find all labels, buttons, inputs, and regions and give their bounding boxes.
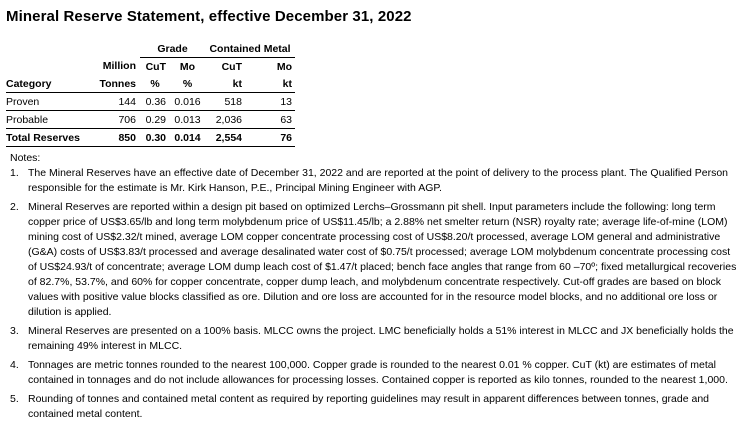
table-cell: 706	[92, 111, 140, 129]
note-text: Mineral Reserves are presented on a 100% basis. MLCC owns the project. LMC beneficially holds a 51% interest in MLCC and JX beneficially holds the remaining 49% interest in MLCC.	[28, 325, 734, 352]
table-cell: 0.013	[170, 111, 205, 129]
note-number: 3.	[10, 325, 19, 337]
header-cell: CuT	[221, 60, 242, 73]
table-row	[6, 111, 295, 129]
note-text: Mineral Reserves are reported within a design pit based on optimized Lerchs–Grossmann pit shell. Input parameters include the following: long term copper price of US$3.65/lb and long term molybdenum price of US$11.45/lb; a 2.88% net smelter return (NSR) royalty rate; average life-of-mine (LOM) mining cost of US$2.32/t mined, average LOM copper concentrate processing cost of US$8.20/t processed, average LOM general and administrative (G&A) costs of US$3.83/t processed and average desalinated water cost of $0.75/t processed; average LOM molybdenum concentrate processing cost of US$24.93/t of concentrate; average LOM dump leach cost of $1.47/t placed; bench face angles that range from 60 –70º; fixed metallurgical recoveries of 82.7%, 53.7%, and 60% for copper concentrate, copper dump leach, and molybdenum concentrate respectively. Cut-off grades are based on block values with positive value blocks classified as ore. Dilution and ore loss are accounted for in the resource model blocks, and no additional ore loss or dilution is applied.	[28, 201, 737, 318]
page-title: Mineral Reserve Statement, effective December 31, 2022	[6, 8, 412, 25]
table-cell: Total Reserves	[6, 129, 92, 147]
table-cell: Proven	[6, 95, 40, 108]
table-cell: 0.30	[140, 129, 170, 147]
table-cell: Probable	[6, 111, 92, 129]
header-cell: %	[140, 75, 170, 93]
note-number: 4.	[10, 359, 19, 371]
header-cell: kt	[248, 75, 295, 93]
header-cell: Category	[6, 75, 92, 93]
note-number: 1.	[10, 167, 19, 179]
header-cell: %	[170, 75, 205, 93]
header-cell: Tonnes	[92, 75, 140, 93]
grade-group-header: Grade	[140, 40, 205, 58]
total-row	[6, 129, 295, 147]
table-cell: 2,036	[205, 111, 248, 129]
note-item	[10, 358, 740, 388]
table-cell: 850	[92, 129, 140, 147]
note-item	[10, 200, 740, 320]
header-cell: CuT	[145, 60, 166, 73]
table-cell: 76	[248, 129, 295, 147]
table-cell: 13	[280, 95, 292, 108]
note-item	[10, 324, 740, 354]
header-cell: Million	[102, 60, 136, 73]
table-cell: 0.014	[170, 129, 205, 147]
note-text: Tonnages are metric tonnes rounded to the nearest 100,000. Copper grade is rounded to the nearest 0.01 % copper. CuT (kt) are estimates of metal contained in tonnages and do not include allowances for processing losses. Contained copper is reported as kilo tonnes, rounded to the nearest 1,000.	[28, 359, 728, 386]
table-row	[6, 93, 295, 111]
group-header-row	[6, 40, 295, 58]
note-number: 5.	[10, 393, 19, 405]
note-text: Rounding of tonnes and contained metal content as required by reporting guidelines may result in apparent differences between tonnes, grade and contained metal content.	[28, 393, 710, 420]
table-cell: 144	[118, 95, 136, 108]
contained-metal-group-header: Contained Metal	[205, 40, 295, 58]
table-cell: 0.29	[140, 111, 170, 129]
table-cell: 63	[248, 111, 295, 129]
header-row-1	[6, 58, 295, 76]
notes-list	[10, 166, 740, 426]
header-row-2	[6, 75, 295, 93]
note-text: The Mineral Reserves have an effective date of December 31, 2022 and are reported at the point of delivery to the process plant. The Qualified Person responsible for the estimate is Mr. Kirk Hanson, P.E., Principal Mining Engineer with AGP.	[28, 167, 729, 194]
table-cell: 0.36	[145, 95, 166, 108]
header-cell: Mo	[179, 60, 196, 73]
notes-label: Notes:	[10, 152, 41, 164]
note-item	[10, 392, 740, 422]
note-item	[10, 166, 740, 196]
header-cell: Mo	[276, 60, 292, 73]
reserve-table	[6, 40, 295, 147]
table-cell: 2,554	[205, 129, 248, 147]
note-number: 2.	[10, 201, 19, 213]
header-cell: kt	[205, 75, 248, 93]
table-cell: 0.016	[174, 95, 201, 108]
table-cell: 518	[224, 95, 242, 108]
